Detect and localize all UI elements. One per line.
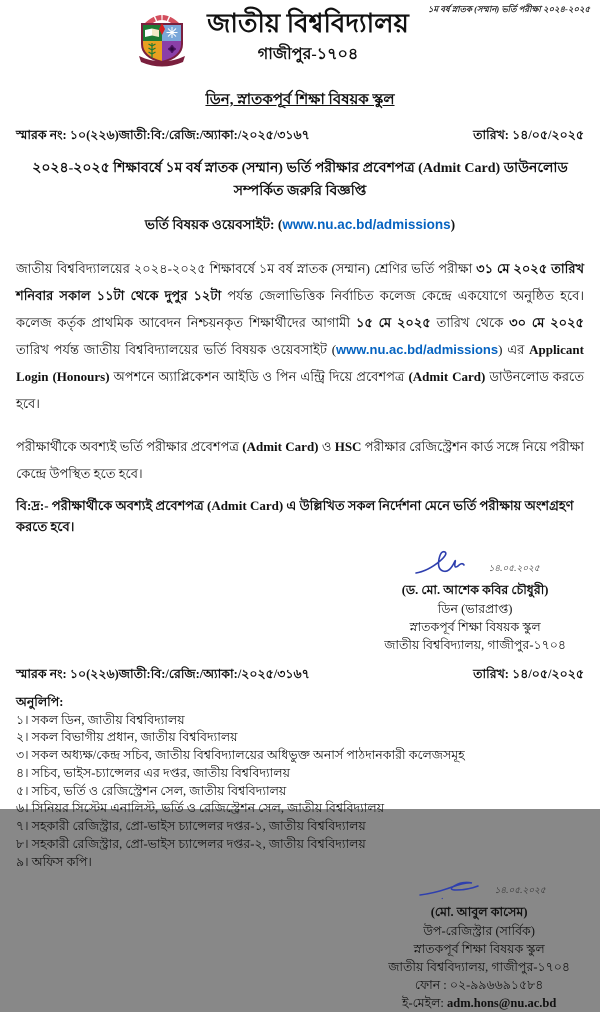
- memo-number: স্মারক নং: ১০(২২৬)জাতী:বি:/রেজি:/অ্যাকা:/২০২৫/৩১৬৭: [16, 127, 310, 142]
- dean-school-line: ডিন, স্নাতকপূর্ব শিক্ষা বিষয়ক স্কুল: [205, 91, 395, 108]
- email-prefix: ই-মেইল:: [401, 996, 448, 1011]
- registrar-phone: ফোন : ০২-৯৯৬৬৯১৫৮৪: [414, 977, 544, 992]
- p2-admit-card: (Admit Card): [242, 439, 319, 455]
- copies-label: অনুলিপি:: [16, 694, 64, 709]
- memo-row-top: [16, 127, 584, 147]
- university-location: গাজীপুর-১৭০৪: [257, 45, 359, 63]
- dean-signature-date: ১৪.০৫.২০২৫: [488, 563, 540, 574]
- memo-date: তারিখ: ১৪/০৫/২০২৫: [473, 127, 584, 142]
- admission-url-inline-link[interactable]: www.nu.ac.bd/admissions: [336, 342, 499, 358]
- registrar-org2: জাতীয় বিশ্ববিদ্যালয়, গাজীপুর-১৭০৪: [388, 959, 570, 974]
- p1-exam-datetime: ৩১ মে ২০২৫ তারিখ শনিবার সকাল ১১টা থেকে দুপুর ১২টা: [16, 261, 585, 304]
- copy-item: ২। সকল বিভাগীয় প্রধান, জাতীয় বিশ্ববিদ্যালয়: [16, 730, 238, 745]
- dean-org1: স্নাতকপূর্ব শিক্ষা বিষয়ক স্কুল: [409, 619, 541, 634]
- copy-item: ১। সকল ডিন, জাতীয় বিশ্ববিদ্যালয়: [16, 712, 185, 727]
- memo-number-bottom: স্মারক নং: ১০(২২৬)জাতী:বি:/রেজি:/অ্যাকা:/২০২৫/৩১৬৭: [16, 666, 310, 681]
- copy-item: ৭। সহকারী রেজিস্ট্রার, প্রো-ভাইস চ্যান্সেলর দপ্তর-১, জাতীয় বিশ্ববিদ্যালয়: [16, 819, 366, 834]
- title-block: [207, 10, 409, 68]
- registrar-email-line: [388, 994, 570, 1012]
- note-text: এ উল্লিখিত সকল নির্দেশনা মেনে ভর্তি পরীক্ষায় অংশগ্রহণ করতে হবে।: [16, 498, 574, 535]
- notice-title: [30, 157, 570, 205]
- signature-block-dean: [384, 547, 566, 654]
- p1-text: জাতীয় বিশ্ববিদ্যালয়ের ২০২৪-২০২৫ শিক্ষাবর্ষে ১ম বর্ষ স্নাতক (সম্মান) শ্রেণির ভর্তি পরীক্ষা: [16, 261, 477, 277]
- dean-org2: জাতীয় বিশ্ববিদ্যালয়, গাজীপুর-১৭০৪: [384, 637, 566, 652]
- national-university-logo-icon: [131, 11, 193, 67]
- p1-text: পর্যন্ত জেলাভিত্তিক নির্বাচিত কলেজ কেন্দ্রে একযোগে অনুষ্ঠিত হবে। কলেজ কর্তৃক প্রাথমিক আবেদন নিশ্চয়নকৃত শিক্ষার্থীদের আগামী: [16, 288, 585, 331]
- note-text: বি:দ্র:- পরীক্ষার্থীকে অবশ্যই প্রবেশপত্র: [16, 498, 207, 514]
- distribution-list: [16, 694, 584, 872]
- registrar-signature-row: [388, 873, 570, 903]
- p2-hsc: HSC: [334, 439, 362, 455]
- p2-text: ও: [318, 439, 335, 455]
- corner-note: ১ম বর্ষ স্নাতক (সম্মান) ভর্তি পরীক্ষা ২০২৪-২০২৫: [427, 4, 590, 14]
- admission-website-line: [16, 214, 584, 237]
- registrar-signature-date: ১৪.০৫.২০২৫: [494, 885, 546, 896]
- dean-signature-row: [384, 547, 566, 581]
- nb-note: [16, 497, 584, 539]
- copy-item: ৯। অফিস কপি।: [16, 854, 92, 869]
- registrar-signature-icon: [412, 873, 490, 903]
- memo-row-bottom: [16, 666, 584, 686]
- admission-website-link[interactable]: www.nu.ac.bd/admissions: [282, 217, 451, 233]
- registrar-org1: স্নাতকপূর্ব শিক্ষা বিষয়ক স্কুল: [413, 941, 545, 956]
- website-prefix: ভর্তি বিষয়ক ওয়েবসাইট: (: [144, 217, 283, 233]
- copy-item: ৮। সহকারী রেজিস্ট্রার, প্রো-ভাইস চ্যান্সেলর দপ্তর-২, জাতীয় বিশ্ববিদ্যালয়: [16, 836, 366, 851]
- p1-text: ) এর: [498, 342, 530, 358]
- registrar-name: (মো. আবুল কাসেম): [430, 905, 528, 920]
- note-admit-card: (Admit Card): [206, 498, 284, 514]
- copy-item: ৬। সিনিয়র সিস্টেম এনালিস্ট, ভর্তি ও রেজিস্ট্রেশন সেল, জাতীয় বিশ্ববিদ্যালয়: [16, 801, 385, 816]
- document-header: [16, 10, 584, 68]
- p1-text: তারিখ পর্যন্ত জাতীয় বিশ্ববিদ্যালয়ের ভর্তি বিষয়ক ওয়েবসাইট (: [16, 342, 337, 358]
- copy-item: ৩। সকল অধ্যক্ষ/কেন্দ্র সচিব, জাতীয় বিশ্ববিদ্যালয়ের অধিভুক্ত অনার্স পাঠদানকারী কলেজসমূহ: [16, 748, 465, 763]
- website-suffix: ): [450, 217, 456, 233]
- p2-text: পরীক্ষার রেজিস্ট্রেশন কার্ড সঙ্গে নিয়ে পরীক্ষা কেন্দ্রে উপস্থিত হতে হবে।: [16, 439, 584, 482]
- dean-signature-icon: [410, 547, 484, 581]
- paragraph-exam-requirements: [16, 433, 584, 487]
- p1-text: তারিখ থেকে: [430, 315, 510, 331]
- p1-start-date: ১৫ মে ২০২৫: [355, 315, 431, 331]
- signature-block-registrar: [388, 873, 570, 1012]
- notice-title-line2: সম্পর্কিত জরুরি বিজ্ঞপ্তি: [233, 184, 367, 200]
- university-name: জাতীয় বিশ্ববিদ্যালয়: [207, 9, 409, 38]
- p1-text: ডাউনলোড করতে হবে।: [16, 369, 584, 412]
- p1-end-date: ৩০ মে ২০২৫: [509, 315, 584, 331]
- dean-name: (ড. মো. আশেক কবির চৌধুরী): [401, 583, 549, 598]
- p1-text: অপশনে অ্যাপ্লিকেশন আইডি ও পিন এন্ট্রি দিয়ে প্রবেশপত্র: [109, 369, 409, 385]
- copy-item: ৪। সচিব, ভাইস-চ্যান্সেলর এর দপ্তর, জাতীয় বিশ্ববিদ্যালয়: [16, 765, 290, 780]
- p1-admit-card: (Admit Card): [408, 369, 486, 385]
- dean-title: ডিন (ভারপ্রাপ্ত): [437, 601, 513, 616]
- registrar-email-link[interactable]: adm.hons@nu.ac.bd: [447, 996, 557, 1011]
- memo-date-bottom: তারিখ: ১৪/০৫/২০২৫: [473, 666, 584, 681]
- registrar-title: উপ-রেজিস্ট্রার (সার্বিক): [423, 923, 535, 938]
- paragraph-exam-schedule: [16, 255, 584, 417]
- p2-text: পরীক্ষার্থীকে অবশ্যই ভর্তি পরীক্ষার প্রবেশপত্র: [16, 439, 243, 455]
- copy-item: ৫। সচিব, ভর্তি ও রেজিস্ট্রেশন সেল, জাতীয় বিশ্ববিদ্যালয়: [16, 783, 287, 798]
- p1-applicant-login: Applicant Login (Honours): [16, 342, 584, 385]
- notice-title-line1: ২০২৪-২০২৫ শিক্ষাবর্ষে ১ম বর্ষ স্নাতক (সম্মান) ভর্তি পরীক্ষার প্রবেশপত্র (Admit Card) ডাউনলোড: [32, 160, 568, 176]
